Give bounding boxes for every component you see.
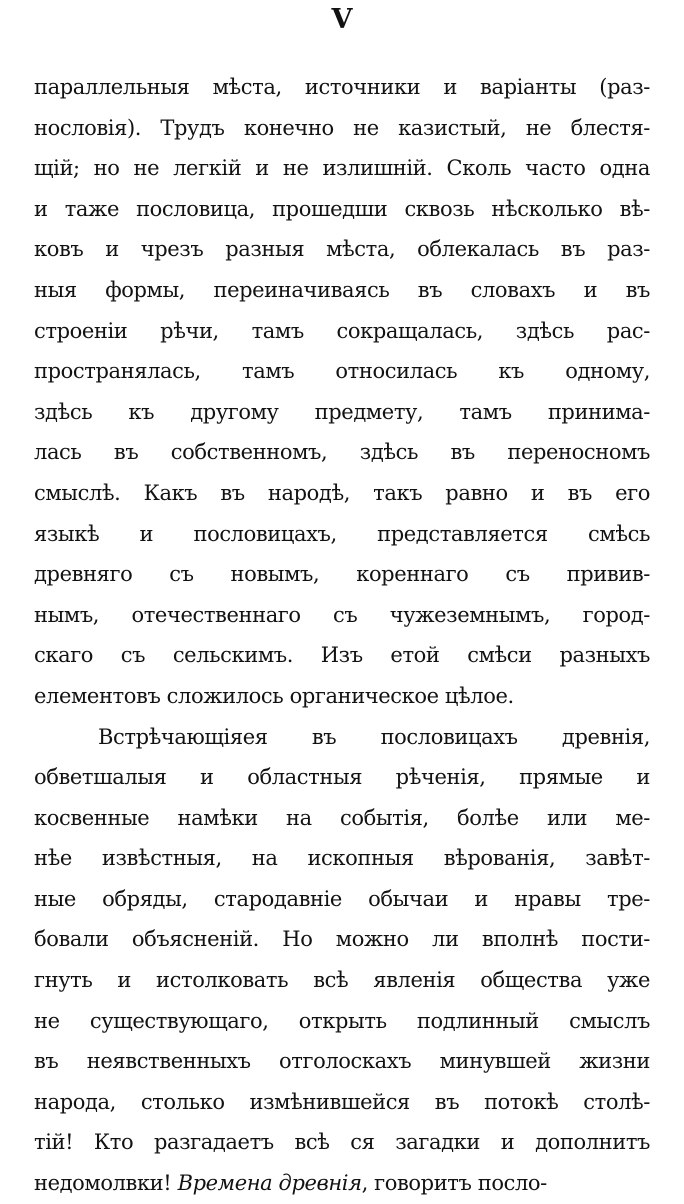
text-segment: недомолвки! xyxy=(34,1171,178,1196)
text-line: параллельныя мѣста, источники и варіанты (раз- xyxy=(34,75,650,99)
text-line: здѣсь къ другому предмету, тамъ принима- xyxy=(34,399,650,424)
text-line: нословія). Трудъ конечно не казистый, не блестя- xyxy=(34,115,650,140)
text-line: обветшалыя и областныя рѣченія, прямые и xyxy=(34,765,650,790)
text-line: скаго съ сельскимъ. Изъ етой смѣси разныхъ xyxy=(34,643,650,668)
text-line: гнуть и истолковать всѣ явленія общества уже xyxy=(34,968,650,993)
text-line: косвенные намѣки на событія, болѣе или ме- xyxy=(34,805,650,830)
text-line: смыслѣ. Какъ въ народѣ, такъ равно и въ его xyxy=(34,480,650,505)
body-text xyxy=(34,67,650,1204)
text-line: не существующаго, открыть подлинный смыслъ xyxy=(34,1008,650,1033)
text-line: языкѣ и пословицахъ, представляется смѣсь xyxy=(34,521,650,546)
text-line: нымъ, отечественнаго съ чужеземнымъ, город- xyxy=(34,602,650,627)
text-line: народа, столько измѣнившейся въ потокѣ столѣ- xyxy=(34,1089,650,1114)
text-line xyxy=(34,1163,650,1204)
text-line: пространялась, тамъ относилась къ одному, xyxy=(34,359,650,384)
text-line: древняго съ новымъ, кореннаго съ привив- xyxy=(34,562,650,587)
text-line: Встрѣчающіяея въ пословицахъ древнія, xyxy=(98,724,650,749)
text-line: лась въ собственномъ, здѣсь въ переносномъ xyxy=(34,440,650,465)
text-line: щій; но не легкій и не излишній. Сколь часто одна xyxy=(34,156,650,181)
text-line: ныя формы, переиначиваясь въ словахъ и въ xyxy=(34,277,650,302)
text-line: нѣе извѣстныя, на ископныя вѣрованія, завѣт- xyxy=(34,846,650,871)
paragraph-2 xyxy=(34,717,650,1204)
italic-phrase: Времена древнія xyxy=(177,1171,362,1196)
text-line: елементовъ сложилось органическое цѣлое. xyxy=(34,683,514,708)
text-line: строеніи рѣчи, тамъ сокращалась, здѣсь рас- xyxy=(34,318,650,343)
paragraph-1 xyxy=(34,67,650,717)
text-line: ковъ и чрезъ разныя мѣста, облекалась въ раз- xyxy=(34,237,650,262)
text-line: ные обряды, стародавніе обычаи и нравы тре- xyxy=(34,886,650,911)
text-line: и таже пословица, прошедши сквозь нѣсколько вѣ- xyxy=(34,196,650,221)
text-line: бовали объясненій. Но можно ли вполнѣ пости- xyxy=(34,927,650,952)
page-number: V xyxy=(331,4,353,35)
text-line: въ неявственныхъ отголоскахъ минувшей жизни xyxy=(34,1049,650,1074)
text-line: тій! Кто разгадаетъ всѣ ся загадки и дополнитъ xyxy=(34,1130,650,1155)
text-segment: , говоритъ посло- xyxy=(361,1171,547,1196)
